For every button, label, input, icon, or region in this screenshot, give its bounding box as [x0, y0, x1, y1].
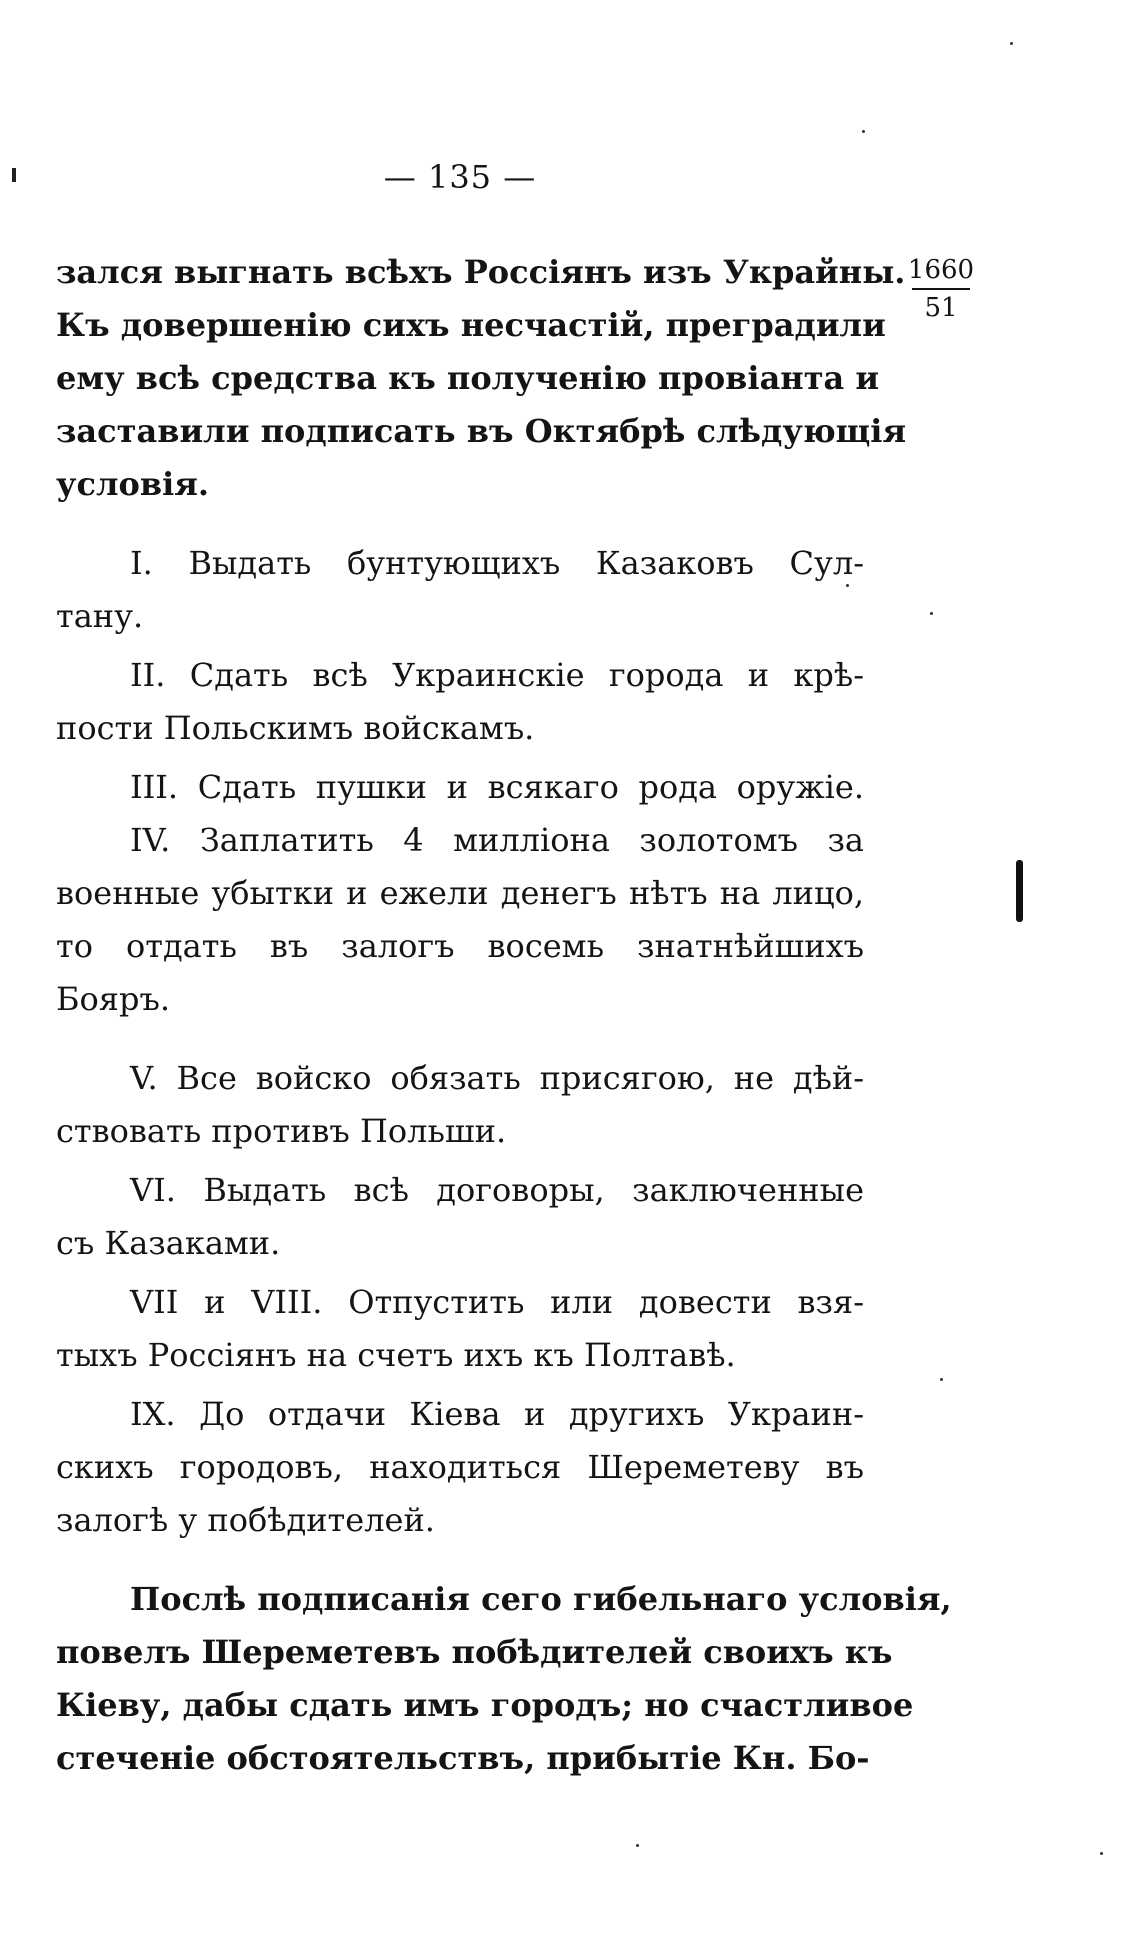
- scan-mark: [1016, 860, 1023, 922]
- text-line: зался выгнать всѣхъ Россіянъ изъ Украйны.: [56, 253, 906, 291]
- scan-speck: [940, 1378, 943, 1381]
- text-line: залогѣ у побѣдителей.: [56, 1501, 435, 1539]
- text-line: VI. Выдать всѣ договоры, заключенные: [130, 1171, 864, 1209]
- scan-speck: [1010, 42, 1013, 45]
- text-line: съ Казаками.: [56, 1224, 281, 1262]
- margin-year-top: 1660: [907, 255, 975, 285]
- text-line: I. Выдать бунтующихъ Казаковъ Сул-: [130, 544, 864, 582]
- text-line: II. Сдать всѣ Украинскіе города и крѣ-: [130, 656, 864, 694]
- text-line: пости Польскимъ войскамъ.: [56, 709, 535, 747]
- text-line: Къ довершенію сихъ несчастій, преградили: [56, 306, 886, 344]
- text-line: III. Сдать пушки и всякаго рода оружіе.: [130, 768, 864, 806]
- scan-speck: [930, 612, 933, 615]
- text-line: V. Все войско обязать присягою, не дѣй-: [130, 1059, 864, 1097]
- text-line: Послѣ подписанія сего гибельнаго условія,: [130, 1580, 952, 1618]
- scan-speck: [862, 130, 865, 133]
- scan-mark: [12, 168, 16, 182]
- text-line: Кіеву, дабы сдать имъ городъ; но счастливое: [56, 1686, 914, 1724]
- text-line: ему всѣ средства къ полученію провіанта и: [56, 359, 880, 397]
- text-line: заставили подписать въ Октябрѣ слѣдующія: [56, 412, 907, 450]
- text-line: стеченіе обстоятельствъ, прибытіе Кн. Бо-: [56, 1739, 870, 1777]
- text-line: военные убытки и ежели денегъ нѣтъ на лицо,: [56, 874, 864, 912]
- scan-speck: [846, 584, 849, 587]
- text-line: повелъ Шереметевъ побѣдителей своихъ къ: [56, 1633, 893, 1671]
- text-line: тыхъ Россіянъ на счетъ ихъ къ Полтавѣ.: [56, 1336, 736, 1374]
- text-line: IX. До отдачи Кіева и другихъ Украин-: [130, 1395, 864, 1433]
- text-line: ствовать противъ Польши.: [56, 1112, 507, 1150]
- page-number: — 135 —: [383, 158, 537, 196]
- margin-year-note: [906, 254, 976, 324]
- text-line: то отдать въ залогъ восемь знатнѣйшихъ: [56, 927, 864, 965]
- text-line: IV. Заплатить 4 милліона золотомъ за: [130, 821, 864, 859]
- scan-speck: [1100, 1852, 1103, 1855]
- text-line: Бояръ.: [56, 980, 170, 1018]
- text-line: скихъ городовъ, находиться Шереметеву въ: [56, 1448, 864, 1486]
- margin-year-bottom: 51: [924, 293, 958, 323]
- text-line: VII и VIII. Отпустить или довести взя-: [130, 1283, 864, 1321]
- text-line: тану.: [56, 597, 144, 635]
- scan-speck: [636, 1844, 639, 1847]
- margin-year-rule: [912, 288, 970, 290]
- text-line: условія.: [56, 465, 210, 503]
